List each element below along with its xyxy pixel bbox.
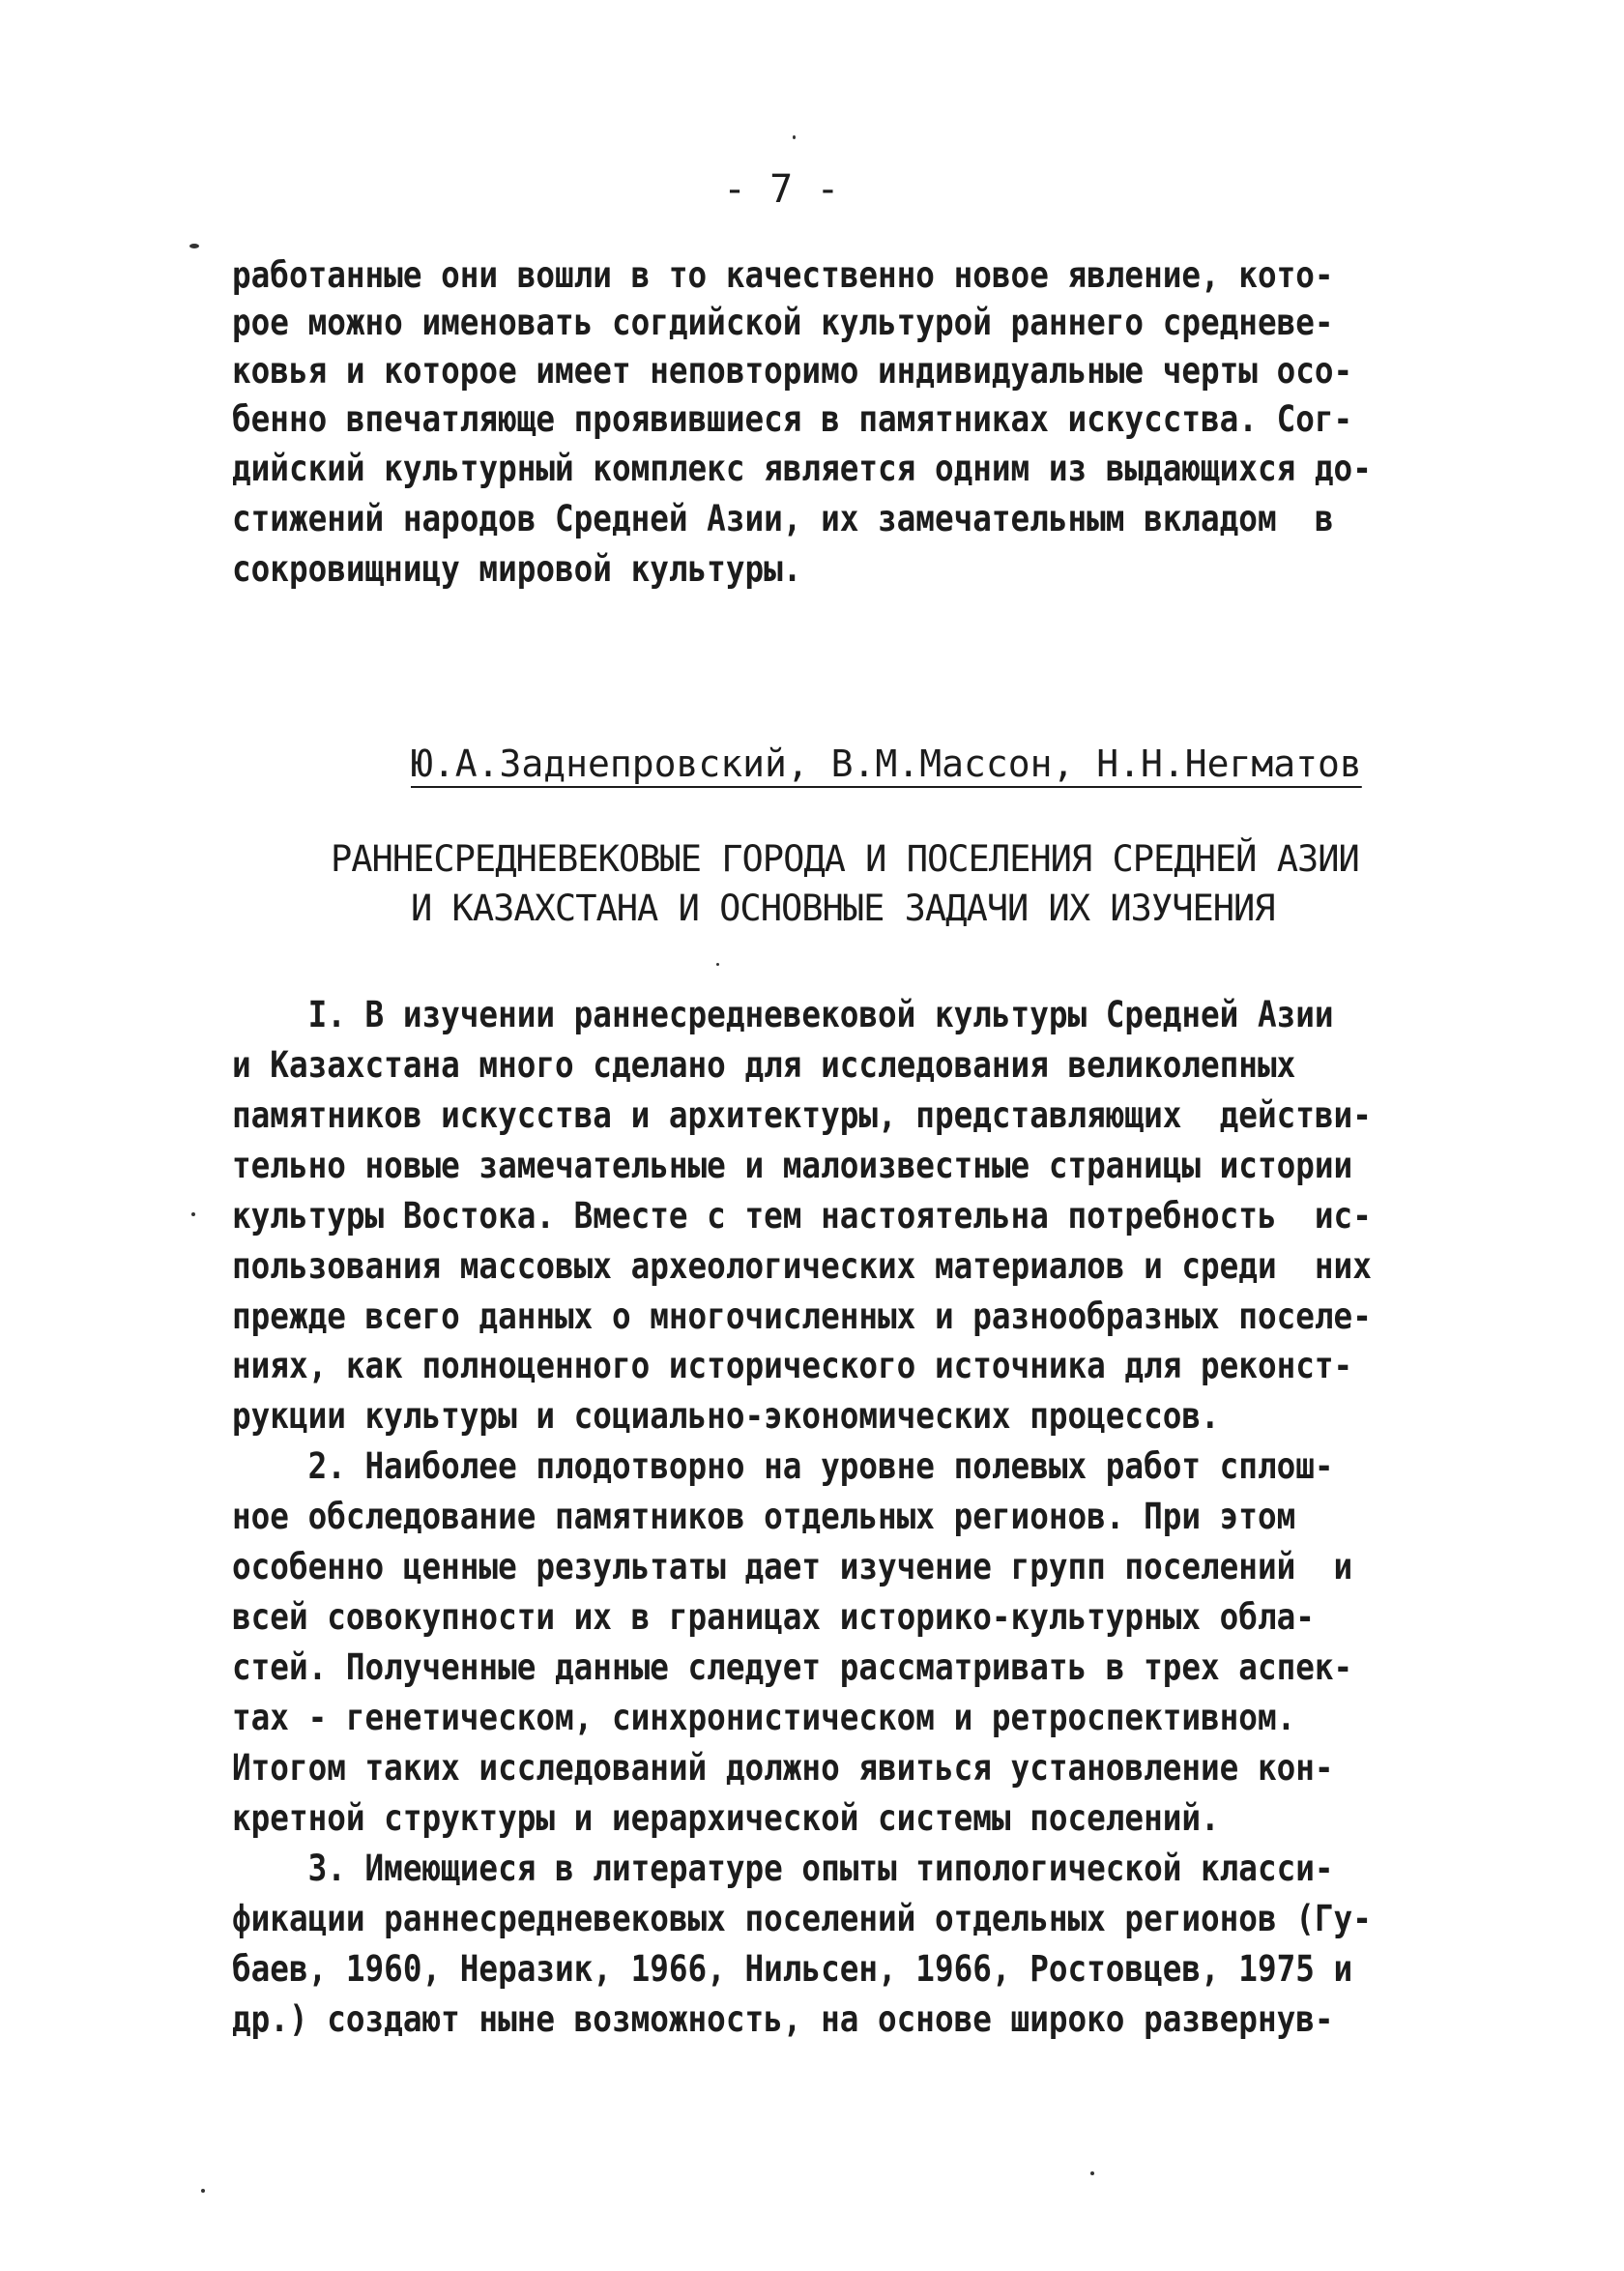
text-line: дийский культурный комплекс является одним из выдающихся до-: [232, 448, 1372, 489]
text-line: ниях, как полноценного исторического источника для реконст-: [232, 1345, 1353, 1386]
page-number: - 7 -: [723, 167, 840, 212]
text-line: и Казахстана много сделано для исследования великолепных: [232, 1044, 1296, 1086]
text-line: др.) создают ныне возможность, на основе широко развернув-: [232, 1998, 1334, 2040]
text-line: культуры Востока. Вместе с тем настоятельна потребность ис-: [232, 1195, 1372, 1237]
scan-speck: [793, 135, 796, 139]
scan-speck: [1090, 2171, 1094, 2175]
text-line: тельно новые замечательные и малоизвестные страницы истории: [232, 1145, 1353, 1186]
text-line: стижений народов Средней Азии, их замечательным вкладом в: [232, 498, 1334, 539]
text-line: пользования массовых археологических материалов и среди них: [232, 1245, 1372, 1287]
article-title-line: И КАЗАХСТАНА И ОСНОВНЫЕ ЗАДАЧИ ИХ ИЗУЧЕНИЯ: [411, 888, 1275, 929]
scan-speck: [716, 963, 719, 966]
scan-speck: [201, 2189, 205, 2193]
text-line: 2. Наиболее плодотворно на уровне полевых работ сплош-: [232, 1445, 1334, 1487]
text-line: рукции культуры и социально-экономических процессов.: [232, 1395, 1220, 1437]
text-line: памятников искусства и архитектуры, представляющих действи-: [232, 1094, 1372, 1136]
text-line: всей совокупности их в границах историко-культурных обла-: [232, 1596, 1315, 1638]
text-line: кретной структуры и иерархической системы поселений.: [232, 1797, 1220, 1839]
text-line: баев, 1960, Неразик, 1966, Нильсен, 1966, Ростовцев, 1975 и: [232, 1948, 1353, 1990]
text-line: тах - генетическом, синхронистическом и ретроспективном.: [232, 1697, 1296, 1738]
article-title-line: РАННЕСРЕДНЕВЕКОВЫЕ ГОРОДА И ПОСЕЛЕНИЯ СРЕДНЕЙ АЗИИ: [331, 838, 1359, 880]
text-line: ковья и которое имеет неповторимо индивидуальные черты осо-: [232, 350, 1353, 392]
text-line: сокровищницу мировой культуры.: [232, 548, 802, 590]
text-line: рое можно именовать согдийской культурой раннего средневе-: [232, 302, 1334, 343]
scan-speck: [189, 244, 199, 248]
text-line: I. В изучении раннесредневековой культуры Средней Азии: [232, 994, 1334, 1035]
text-line: прежде всего данных о многочисленных и разнообразных поселе-: [232, 1296, 1372, 1337]
text-line: фикации раннесредневековых поселений отдельных регионов (Гу-: [232, 1898, 1372, 1939]
text-line: ное обследование памятников отдельных регионов. При этом: [232, 1496, 1296, 1537]
text-line: работанные они вошли в то качественно новое явление, кото-: [232, 254, 1334, 296]
text-line: стей. Полученные данные следует рассматривать в трех аспек-: [232, 1646, 1353, 1688]
text-line: Итогом таких исследований должно явиться установление кон-: [232, 1747, 1334, 1789]
text-line: 3. Имеющиеся в литературе опыты типологической класси-: [232, 1848, 1334, 1889]
text-line: бенно впечатляюще проявившиеся в памятниках искусства. Сог-: [232, 398, 1353, 440]
article-authors: Ю.А.Заднепровский, В.М.Массон, Н.Н.Негматов: [411, 742, 1362, 785]
text-line: особенно ценные результаты дает изучение групп поселений и: [232, 1546, 1353, 1587]
scan-speck: [191, 1212, 195, 1216]
